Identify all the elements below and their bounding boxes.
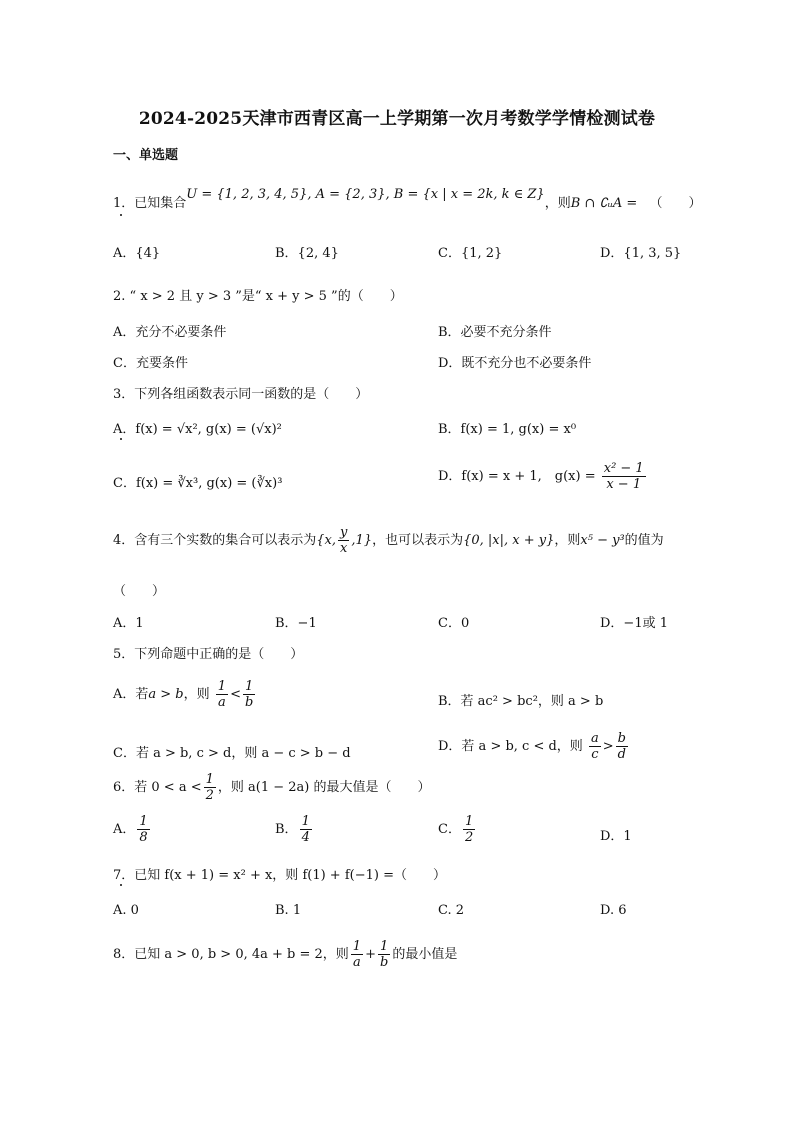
q4-set1-start: {x, (316, 533, 337, 548)
question-4 (113, 525, 664, 556)
q3-option-a: A．f(x) = √x², g(x) = (√x)² (113, 422, 282, 437)
q3-option-d-text: D．f(x) = x + 1, g(x) = (438, 469, 596, 484)
q3-dot (120, 438, 122, 440)
q7-option-d: D. 6 (600, 903, 627, 918)
q4-set1-fraction: $\frac{y}{x}$ (340, 525, 348, 556)
q4-tail: ，则 (554, 533, 581, 548)
q7-option-c: C. 2 (438, 903, 465, 918)
q4-option-c: C．0 (438, 616, 470, 631)
question-7: 7．已知 f(x + 1) = x² + x，则 f(1) + f(−1) =（ ） (113, 868, 446, 883)
q7-dot (120, 884, 122, 886)
q1-option-c: C．{1, 2} (438, 246, 503, 261)
q2-option-c: C．充要条件 (113, 356, 188, 371)
q5-option-a: A．若a > b，则 $\frac{1}{a}$ < $\frac{1}{b}$ (113, 679, 254, 710)
q6-option-c: C． $\frac{1}{2}$ (438, 814, 474, 845)
q3-option-d (438, 461, 648, 492)
q1-expr: B ∩ ∁ᵤA = (570, 196, 638, 211)
q1-option-b: B．{2, 4} (275, 246, 339, 261)
q6-option-d: D．1 (600, 829, 632, 844)
q1-option-d: D．{1, 3, 5} (600, 246, 682, 261)
q1-prefix: 1．已知集合 (113, 196, 187, 211)
question-3: 3．下列各组函数表示同一函数的是（ ） (113, 387, 369, 402)
q5-option-d: D．若 a > b, c < d，则 $\frac{a}{c}$ > $\frac{b}{d}$ (438, 731, 626, 762)
q3-option-c: C．f(x) = ∛x³, g(x) = (∛x)³ (113, 476, 283, 491)
question-1 (113, 187, 702, 211)
question-8: 8．已知 a > 0, b > 0, 4a + b = 2，则 $\frac{1}{a}$ + $\frac{1}{b}$ 的最小值是 (113, 939, 458, 970)
q1-dot (120, 214, 122, 216)
q1-paren: （ ） (649, 196, 702, 211)
q2-option-a: A．充分不必要条件 (113, 325, 227, 340)
question-6: 6．若 0 < a < $\frac{1}{2}$ ，则 a(1 − 2a) 的最大值是（ ） (113, 772, 431, 803)
q1-sets: U = {1, 2, 3, 4, 5}, A = {2, 3}, B = {x | x = 2k, k ∈ Z} (186, 187, 545, 202)
q5-option-c: C．若 a > b, c > d，则 a − c > b − d (113, 746, 351, 761)
q2-option-b: B．必要不充分条件 (438, 325, 552, 340)
q4-set2: {0, |x|, x + y} (463, 533, 555, 548)
question-2: 2. “ x > 2 且 y > 3 ”是“ x + y > 5 ”的（ ） (113, 289, 403, 304)
question-5: 5．下列命题中正确的是（ ） (113, 647, 304, 662)
page-title: 2024-2025天津市西青区高一上学期第一次月考数学学情检测试卷 (138, 109, 656, 129)
q4-option-a: A．1 (113, 616, 144, 631)
q4-prefix: 4．含有三个实数的集合可以表示为 (113, 533, 317, 548)
q1-mid: ，则 (544, 196, 571, 211)
q6-option-b: B． $\frac{1}{4}$ (275, 814, 310, 845)
q3-option-d-fraction: $\frac{\text{x² − 1}}{x - 1}$ (603, 461, 644, 492)
q1-option-a: A．{4} (113, 246, 161, 261)
q4-set1-end: ,1} (351, 533, 373, 548)
q4-expr: x⁵ − y³ (580, 533, 625, 548)
q4-paren: （ ） (113, 584, 166, 599)
q4-end: 的值为 (624, 533, 664, 548)
q6-option-a: A． $\frac{1}{8}$ (113, 814, 148, 845)
q2-option-d: D．既不充分也不必要条件 (438, 356, 592, 371)
q7-option-a: A. 0 (113, 903, 139, 918)
q5-option-b: B．若 ac² > bc²，则 a > b (438, 694, 604, 709)
section-heading: 一、单选题 (113, 148, 179, 163)
q4-option-b: B．−1 (275, 616, 317, 631)
q4-option-d: D．−1或 1 (600, 616, 668, 631)
q4-mid: ，也可以表示为 (372, 533, 464, 548)
q3-option-b: B．f(x) = 1, g(x) = x⁰ (438, 422, 577, 437)
q7-option-b: B. 1 (275, 903, 302, 918)
